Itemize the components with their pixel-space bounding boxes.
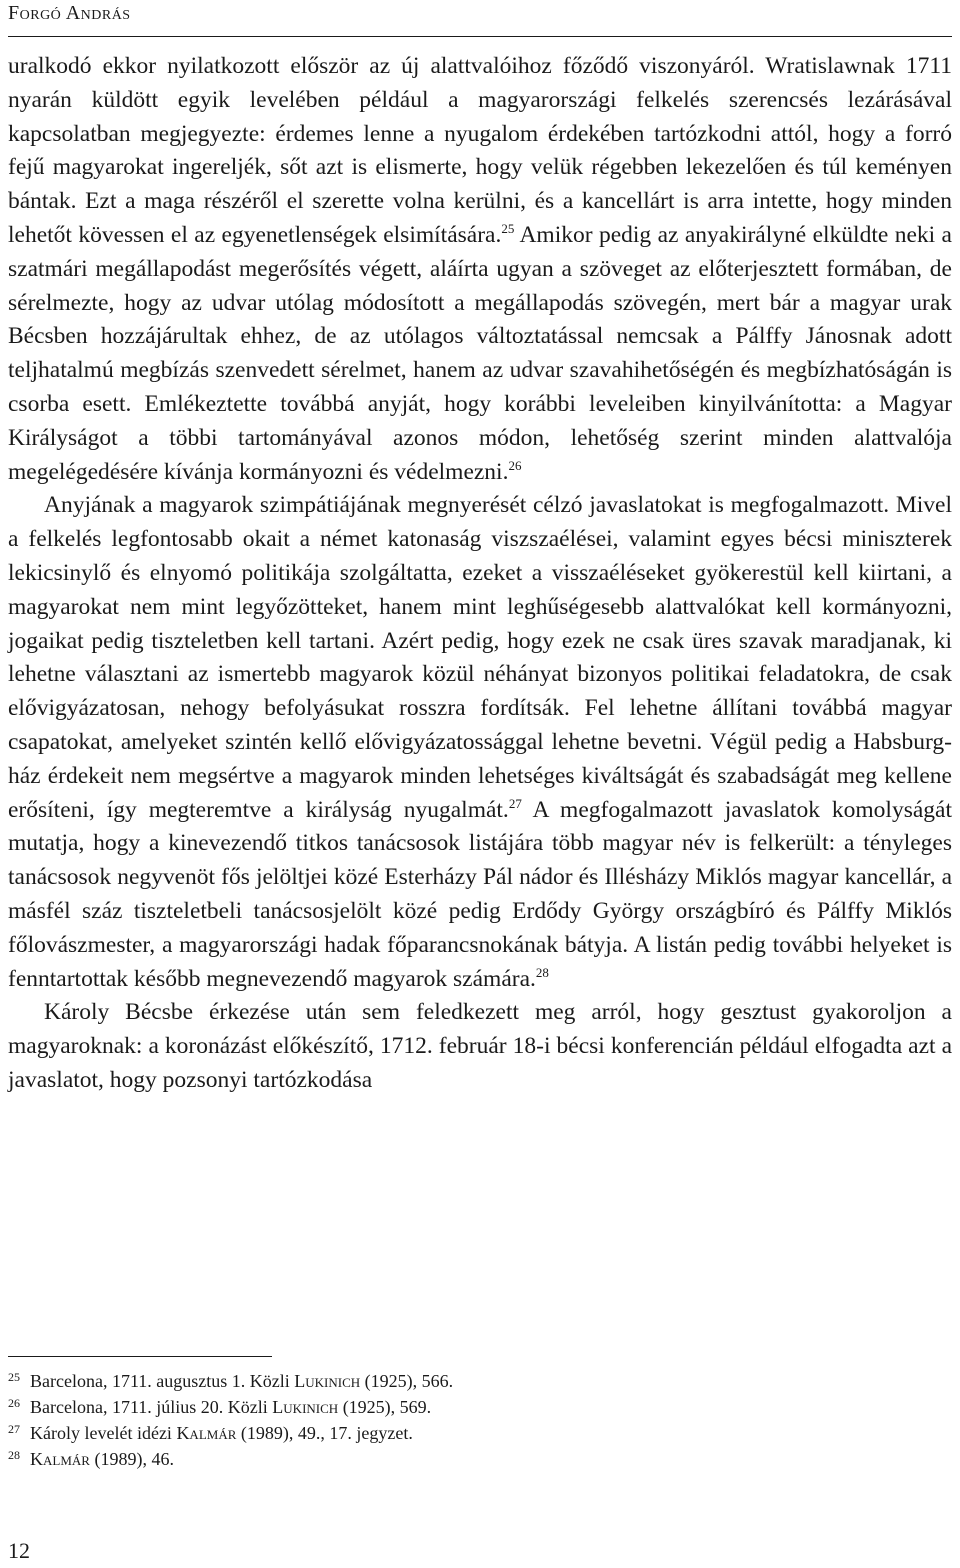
body-text <box>8 50 952 1098</box>
paragraph <box>8 50 952 489</box>
footnote: 27 Károly levelét idézi Kalmár (1989), 49., 17. jegyzet. <box>8 1422 413 1443</box>
page-number: 12 <box>8 1538 30 1563</box>
footnote-author: Lukinich <box>294 1371 361 1391</box>
footnote-rule <box>8 1356 272 1357</box>
footnote-ref: 28 <box>535 964 549 980</box>
footnote-ref: 26 <box>508 457 522 473</box>
footnote-author: Kalmár <box>176 1423 237 1443</box>
footnote-ref: 27 <box>508 795 522 811</box>
footnote-text: Barcelona, 1711. július 20. Közli <box>30 1397 273 1417</box>
paragraph <box>8 996 952 1097</box>
header-rule <box>8 36 952 37</box>
paragraph-text: Károly Bécsbe érkezése után sem feledkezett meg arról, hogy gesztust gyakoroljon a magyaroknak: a koronázást előkészítő, 1712. február 18-i bécsi konferencián például elfogadta azt a javaslatot, hogy pozsonyi tartózkodása <box>8 999 952 1093</box>
running-head: Forgó András <box>8 2 131 24</box>
footnote-text: (1925), 566. <box>360 1371 454 1391</box>
footnote: 25 Barcelona, 1711. augusztus 1. Közli Lukinich (1925), 566. <box>8 1370 454 1391</box>
paragraph-text: A megfogalmazott javaslatok komolyságát mutatja, hogy a kinevezendő titkos tanácsosok listájára több magyar név is felkerült: a tényleges tanácsosok negyvenöt fős jelöltjei közé Esterházy Pál nádor és Illésházy Miklós magyar kancellár, a másfél száz tiszteletbeli tanácsosjelölt közé pedig Erdődy György országbíró és Pálffy Miklós főlovászmester, a magyarországi hadak főparancsnokának bátyja. A listán pedig további helyeket is fenntartottak később megnevezendő magyarok számára. <box>8 796 952 992</box>
footnote-ref: 25 <box>501 220 515 236</box>
paragraph-text: Anyjának a magyarok szimpátiájának megnyerését célzó javaslatokat is megfogalmazott. Mivel a felkelés legfontosabb okait a német katonaság viszszaélései, valamint egyes bécsi miniszterek lekicsinylő és elnyomó politikája szolgáltatta, ezeket a visszaéléseket gyökerestül kell kiirtani, a magyarokat nem mint legyőzötteket, hanem mint leghűségesebb alattvalókat kell kormányozni, jogaikat pedig tiszteletben kell tartani. Azért pedig, hogy ezek ne csak üres szavak maradjanak, ki lehetne választani az ismertebb magyarok közül néhányat bizonyos politikai feladatokra, de csak elővigyázatosan, nehogy befolyásukat rosszra fordítsák. Fel lehetne állítani továbbá magyar csapatokat, amelyeket szintén kellő elővigyázatossággal lehetne bevetni. Végül pedig a Habsburg-ház érdekeit nem megsértve a magyarok minden lehetséges kiváltságát és szabadságát meg kellene erősíteni, így megteremtve a királyság nyugalmát. <box>8 492 952 823</box>
footnotes <box>8 1368 952 1472</box>
paragraph-text: Amikor pedig az anyakirályné elküldte neki a szatmári megállapodást megerősítés végett, aláírta ugyan a szöveget az előterjesztett formában, de sérelmezte, hogy az udvar utólag módosított a megállapodás szövegén, mert bár a magyar urak Bécsben hozzájárultak ehhez, de az utólagos változtatással nemcsak a Pálffy Jánosnak adott teljhatalmú megbízás szenvedett sérelmet, hanem az udvar szavahihetőségén és megbízhatóságán is csorba esett. Emlékeztette továbbá anyját, hogy korábbi leveleiben kinyilvánította: a Magyar Királyságot a többi tartományával azonos módon, lehetőség szerint minden alattvalója megelégedésére kívánja kormányozni és védelmezni. <box>8 221 952 485</box>
footnote: 28 Kalmár (1989), 46. <box>8 1448 174 1469</box>
footnote-text: (1989), 46. <box>89 1449 174 1469</box>
footnote-author: Lukinich <box>272 1397 339 1417</box>
footnote-author: Kalmár <box>30 1449 90 1469</box>
footnote-text: Károly levelét idézi <box>30 1423 177 1443</box>
footnote-text: Barcelona, 1711. augusztus 1. Közli <box>30 1371 295 1391</box>
paragraph-text: uralkodó ekkor nyilatkozott először az új alattvalóihoz főződő viszonyáról. Wratislawnak 1711 nyarán küldött egyik levelében például a magyarországi felkelés szerencsés lezárásával kapcsolatban megjegyezte: érdemes lenne a nyugalom érdekében tartózkodni attól, hogy a forró fejű magyarokat ingereljék, sőt azt is elismerte, hogy velük régebben lekezelően és túl keményen bántak. Ezt a maga részéről el szerette volna kerülni, és a kancellárt is arra intette, hogy minden lehetőt kövessen el az egyenetlenségek elsimítására. <box>8 53 952 248</box>
footnote-text: (1989), 49., 17. jegyzet. <box>236 1423 413 1443</box>
footnote: 26 Barcelona, 1711. július 20. Közli Lukinich (1925), 569. <box>8 1396 432 1417</box>
footnote-text: (1925), 569. <box>338 1397 432 1417</box>
paragraph <box>8 489 952 996</box>
